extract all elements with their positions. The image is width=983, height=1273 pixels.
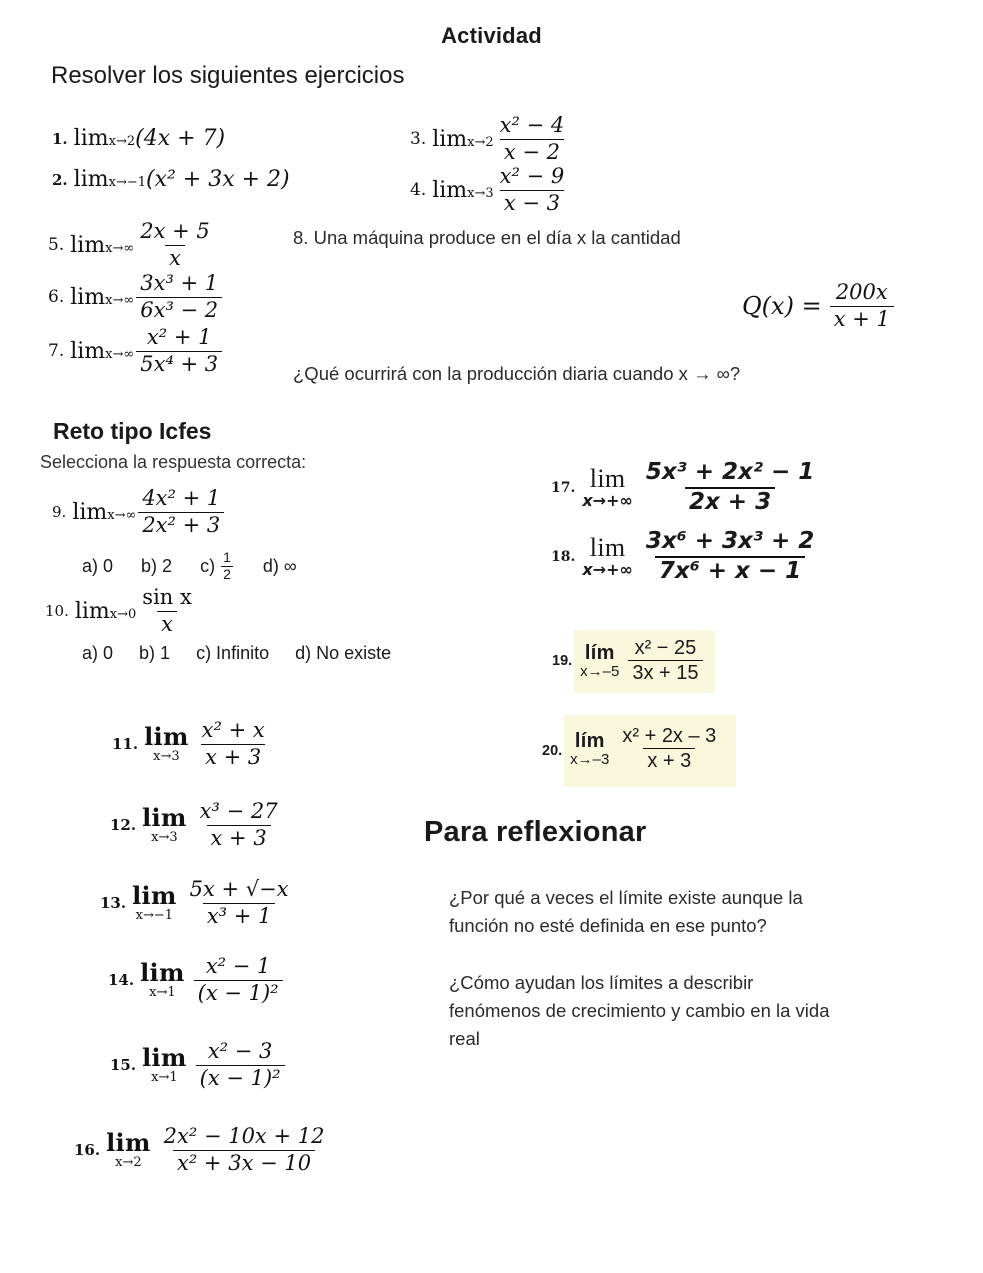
exercise-14-numerator: x² − 1 xyxy=(205,954,271,978)
exercise-9-option-c-label: c) xyxy=(200,555,216,576)
page-subtitle: Resolver los siguientes ejercicios xyxy=(51,62,405,89)
exercise-2-limit-sub: x→−1 xyxy=(108,175,146,190)
exercise-6-fraction xyxy=(136,272,222,322)
exercise-9-option-a[interactable]: a) 0 xyxy=(82,555,114,576)
exercise-9-denominator: 2x² + 3 xyxy=(138,512,224,538)
exercise-7-lim xyxy=(70,339,134,364)
exercise-14-number: 14. xyxy=(108,971,135,990)
reflection-question-1-line-1: ¿Por qué a veces el límite existe aunque la xyxy=(449,887,803,908)
exercise-17-denominator: 2x + 3 xyxy=(685,487,775,516)
exercise-18-limit-sub: x→+∞ xyxy=(582,560,633,580)
exercise-8-statement xyxy=(293,225,681,250)
reflection-question-2-line-1: ¿Cómo ayudan los límites a describir xyxy=(449,972,754,993)
exercise-9-option-d[interactable]: d) ∞ xyxy=(262,555,297,576)
exercise-15-fraction xyxy=(196,1040,285,1090)
exercise-20-limit-sub: x→–3 xyxy=(570,750,610,768)
exercise-9-option-c-fraction xyxy=(221,550,233,582)
exercise-9-options xyxy=(82,550,297,582)
exercise-10-option-a[interactable]: a) 0 xyxy=(82,643,114,663)
exercise-12-lim xyxy=(142,803,187,846)
exercise-16-fraction xyxy=(160,1125,329,1175)
exercise-19-expression xyxy=(580,637,704,685)
exercise-7-limit-sub: x→∞ xyxy=(105,346,135,362)
exercise-19 xyxy=(552,630,715,693)
exercise-14-lim xyxy=(140,958,185,1001)
exercise-11-fraction xyxy=(198,719,269,769)
exercise-19-limit-sub: x→–5 xyxy=(580,662,620,680)
exercise-4-numerator: x² − 9 xyxy=(499,164,565,188)
exercise-18-lim xyxy=(582,535,632,578)
exercise-11-numerator: x² + x xyxy=(201,718,265,742)
exercise-13-lim xyxy=(132,881,177,924)
exercise-4-limit-sub: x→3 xyxy=(467,185,494,201)
exercise-18-fraction xyxy=(642,529,818,585)
exercise-16-number: 16. xyxy=(74,1141,101,1160)
lim-operator: lím xyxy=(574,729,605,752)
exercise-11-limit-sub: x→3 xyxy=(153,749,180,765)
lim-operator: lim xyxy=(132,881,177,911)
exercise-17-lim xyxy=(582,466,632,509)
exercise-13-denominator: x³ + 1 xyxy=(203,903,276,929)
exercise-15-denominator: (x − 1)² xyxy=(196,1065,285,1091)
exercise-18-numerator: 3x⁶ + 3x³ + 2 xyxy=(645,528,815,554)
exercise-10-numerator: sin x xyxy=(142,585,192,609)
exercise-1-number: 1. xyxy=(52,129,68,148)
exercise-10-lim xyxy=(75,599,136,624)
exercise-15 xyxy=(110,1040,287,1090)
exercise-17-numerator: 5x³ + 2x² − 1 xyxy=(645,459,815,485)
exercise-17-fraction xyxy=(642,460,818,516)
exercise-1-expression xyxy=(74,126,225,151)
exercise-13 xyxy=(100,878,295,928)
exercise-20-highlight xyxy=(564,715,736,787)
exercise-14-limit-sub: x→1 xyxy=(149,985,176,1001)
exercise-12-denominator: x + 3 xyxy=(207,825,271,851)
exercise-15-numerator: x² − 3 xyxy=(207,1039,273,1063)
reflection-question-2-line-3: real xyxy=(449,1028,480,1049)
exercise-9-option-c-denominator: 2 xyxy=(223,565,231,582)
exercise-18 xyxy=(551,529,820,585)
lim-operator: lim xyxy=(73,167,109,192)
exercise-9-limit-sub: x→∞ xyxy=(107,507,137,523)
lim-operator: lim xyxy=(70,338,106,364)
exercise-14 xyxy=(108,955,285,1005)
exercise-4-fraction xyxy=(496,165,569,211)
lim-operator: lim xyxy=(74,598,110,624)
exercise-20-fraction xyxy=(618,725,720,773)
reflection-question-1-line-2: función no esté definida en ese punto? xyxy=(449,915,767,936)
exercise-19-numerator: x² − 25 xyxy=(634,637,697,659)
exercise-13-limit-sub: x→−1 xyxy=(135,908,174,924)
exercise-8-formula-fraction xyxy=(830,281,894,331)
exercise-18-denominator: 7x⁶ + x − 1 xyxy=(655,556,805,585)
exercise-8-formula-numerator: 200x xyxy=(835,280,888,304)
exercise-8-formula-denominator: x + 1 xyxy=(830,306,894,332)
exercise-13-numerator: 5x + √−x xyxy=(189,877,289,901)
exercise-11-denominator: x + 3 xyxy=(201,744,265,770)
exercise-15-lim xyxy=(142,1043,187,1086)
exercise-20-expression xyxy=(570,725,722,773)
exercise-9 xyxy=(52,487,226,537)
exercise-20-number: 20. xyxy=(542,742,563,759)
lim-operator: lim xyxy=(589,533,626,563)
exercise-9-option-c-numerator: 1 xyxy=(223,549,231,565)
exercise-5-denominator: x xyxy=(165,245,185,271)
exercise-18-number: 18. xyxy=(551,548,576,565)
exercise-4-lim xyxy=(432,178,493,203)
exercise-12-fraction xyxy=(196,800,282,850)
exercise-3-number: 3. xyxy=(410,129,427,150)
exercise-8-number: 8. xyxy=(293,227,309,248)
exercise-17 xyxy=(551,460,820,516)
exercise-4 xyxy=(410,165,570,211)
exercise-3 xyxy=(410,114,570,164)
exercise-16-limit-sub: x→2 xyxy=(115,1155,142,1171)
lim-operator: lim xyxy=(70,284,106,310)
exercise-17-limit-sub: x→+∞ xyxy=(582,491,633,511)
lim-operator: lim xyxy=(432,126,468,152)
exercise-3-lim xyxy=(432,127,493,152)
lim-operator: lim xyxy=(70,232,106,258)
exercise-2-body: (x² + 3x + 2) xyxy=(146,167,290,192)
exercise-1-body: (4x + 7) xyxy=(135,126,226,151)
exercise-16-numerator: 2x² − 10x + 12 xyxy=(163,1124,325,1148)
exercise-13-number: 13. xyxy=(100,894,127,913)
exercise-9-number: 9. xyxy=(52,503,67,522)
exercise-3-numerator: x² − 4 xyxy=(499,113,565,137)
exercise-16-denominator: x² + 3x − 10 xyxy=(173,1150,315,1176)
lim-operator: lim xyxy=(140,958,185,988)
exercise-10-options xyxy=(82,643,391,664)
exercise-10-option-b[interactable]: b) 1 xyxy=(139,643,171,663)
lim-operator: lim xyxy=(73,126,109,151)
lim-operator: lim xyxy=(589,464,626,494)
exercise-7-fraction xyxy=(136,326,222,376)
exercise-4-number: 4. xyxy=(410,180,427,201)
exercise-20-numerator: x² + 2x – 3 xyxy=(622,725,717,747)
exercise-20 xyxy=(542,715,736,787)
exercise-7-denominator: 5x⁴ + 3 xyxy=(136,351,222,377)
exercise-8-question: ¿Qué ocurrirá con la producción diaria cuando x → ∞? xyxy=(293,363,741,384)
exercise-6-number: 6. xyxy=(48,287,65,308)
exercise-10-number: 10. xyxy=(45,602,69,621)
exercise-8-text: Una máquina produce en el día x la cantidad xyxy=(313,227,681,248)
exercise-5-7-clip-region xyxy=(40,214,265,386)
icfes-lead: Selecciona la respuesta correcta: xyxy=(40,452,307,472)
exercise-9-fraction xyxy=(138,487,224,537)
icfes-heading: Reto tipo Icfes xyxy=(53,418,212,444)
exercise-6 xyxy=(48,272,224,322)
exercise-15-number: 15. xyxy=(110,1056,137,1075)
exercise-16-lim xyxy=(106,1128,151,1171)
exercise-5-fraction xyxy=(136,220,214,270)
exercise-9-option-c[interactable] xyxy=(200,550,235,582)
exercise-5-number: 5. xyxy=(48,235,65,256)
exercise-3-denominator: x − 2 xyxy=(500,139,564,165)
exercise-3-fraction xyxy=(496,114,569,164)
exercise-17-number: 17. xyxy=(551,479,576,496)
exercise-6-lim xyxy=(70,285,134,310)
exercise-6-denominator: 6x³ − 2 xyxy=(136,297,222,323)
exercise-10-limit-sub: x→0 xyxy=(109,606,137,622)
page-title: Actividad xyxy=(441,23,542,48)
exercise-15-limit-sub: x→1 xyxy=(151,1070,178,1086)
exercise-9-option-b[interactable]: b) 2 xyxy=(141,555,173,576)
exercise-10-fraction xyxy=(138,586,196,636)
exercise-12-numerator: x³ − 27 xyxy=(199,799,278,823)
exercise-6-limit-sub: x→∞ xyxy=(105,292,135,308)
exercise-13-fraction xyxy=(186,878,293,928)
exercise-2-expression xyxy=(74,167,290,192)
exercise-20-denominator: x + 3 xyxy=(643,748,695,772)
exercise-11-lim xyxy=(144,722,189,765)
exercise-3-4-clip-region xyxy=(400,92,660,211)
exercise-4-denominator: x − 3 xyxy=(500,190,564,211)
exercise-3-limit-sub: x→2 xyxy=(467,134,494,150)
exercise-10 xyxy=(45,586,198,636)
exercise-5-numerator: 2x + 5 xyxy=(140,219,210,243)
reflection-heading: Para reflexionar xyxy=(424,816,647,848)
exercise-12-limit-sub: x→3 xyxy=(151,830,178,846)
exercise-9-lim xyxy=(72,500,136,525)
exercise-19-highlight xyxy=(574,630,714,693)
exercise-12-number: 12. xyxy=(110,816,137,835)
lim-operator: lim xyxy=(142,803,187,833)
exercise-8-formula-lhs: Q(x) = xyxy=(742,292,822,321)
lim-operator: lim xyxy=(144,722,189,752)
reflection-question-2-line-2: fenómenos de crecimiento y cambio en la vida xyxy=(449,1000,830,1021)
exercise-19-denominator: 3x + 15 xyxy=(628,660,702,684)
exercise-7 xyxy=(48,326,224,376)
lim-operator: lim xyxy=(142,1043,187,1073)
lim-operator: lim xyxy=(432,177,468,203)
exercise-6-numerator: 3x³ + 1 xyxy=(140,271,219,295)
exercise-19-fraction xyxy=(628,637,702,685)
exercise-5-lim xyxy=(70,233,134,258)
exercise-7-number: 7. xyxy=(48,341,65,362)
exercise-11-number: 11. xyxy=(112,735,139,754)
exercise-5-limit-sub: x→∞ xyxy=(105,240,135,256)
lim-operator: lim xyxy=(106,1128,151,1158)
exercise-1-limit-sub: x→2 xyxy=(108,134,136,149)
exercise-19-lim xyxy=(580,643,619,679)
exercise-12 xyxy=(110,800,284,850)
exercise-20-lim xyxy=(570,731,609,767)
exercise-11 xyxy=(112,719,271,769)
exercise-14-denominator: (x − 1)² xyxy=(194,980,283,1006)
exercise-16 xyxy=(74,1125,330,1175)
exercise-19-number: 19. xyxy=(552,653,573,670)
exercise-8-formula xyxy=(742,281,896,331)
exercise-14-fraction xyxy=(194,955,283,1005)
exercise-10-option-c[interactable]: c) Infinito xyxy=(196,643,270,663)
exercise-10-option-d[interactable]: d) No existe xyxy=(295,643,392,663)
exercise-10-denominator: x xyxy=(157,611,177,637)
exercise-9-numerator: 4x² + 1 xyxy=(142,486,221,510)
exercise-5 xyxy=(48,220,216,270)
exercise-7-numerator: x² + 1 xyxy=(146,325,212,349)
exercise-2-number: 2. xyxy=(52,170,68,189)
exercise-1 xyxy=(52,126,225,151)
lim-operator: lim xyxy=(72,499,108,525)
lim-operator: lím xyxy=(584,641,615,664)
exercise-2 xyxy=(52,167,290,192)
